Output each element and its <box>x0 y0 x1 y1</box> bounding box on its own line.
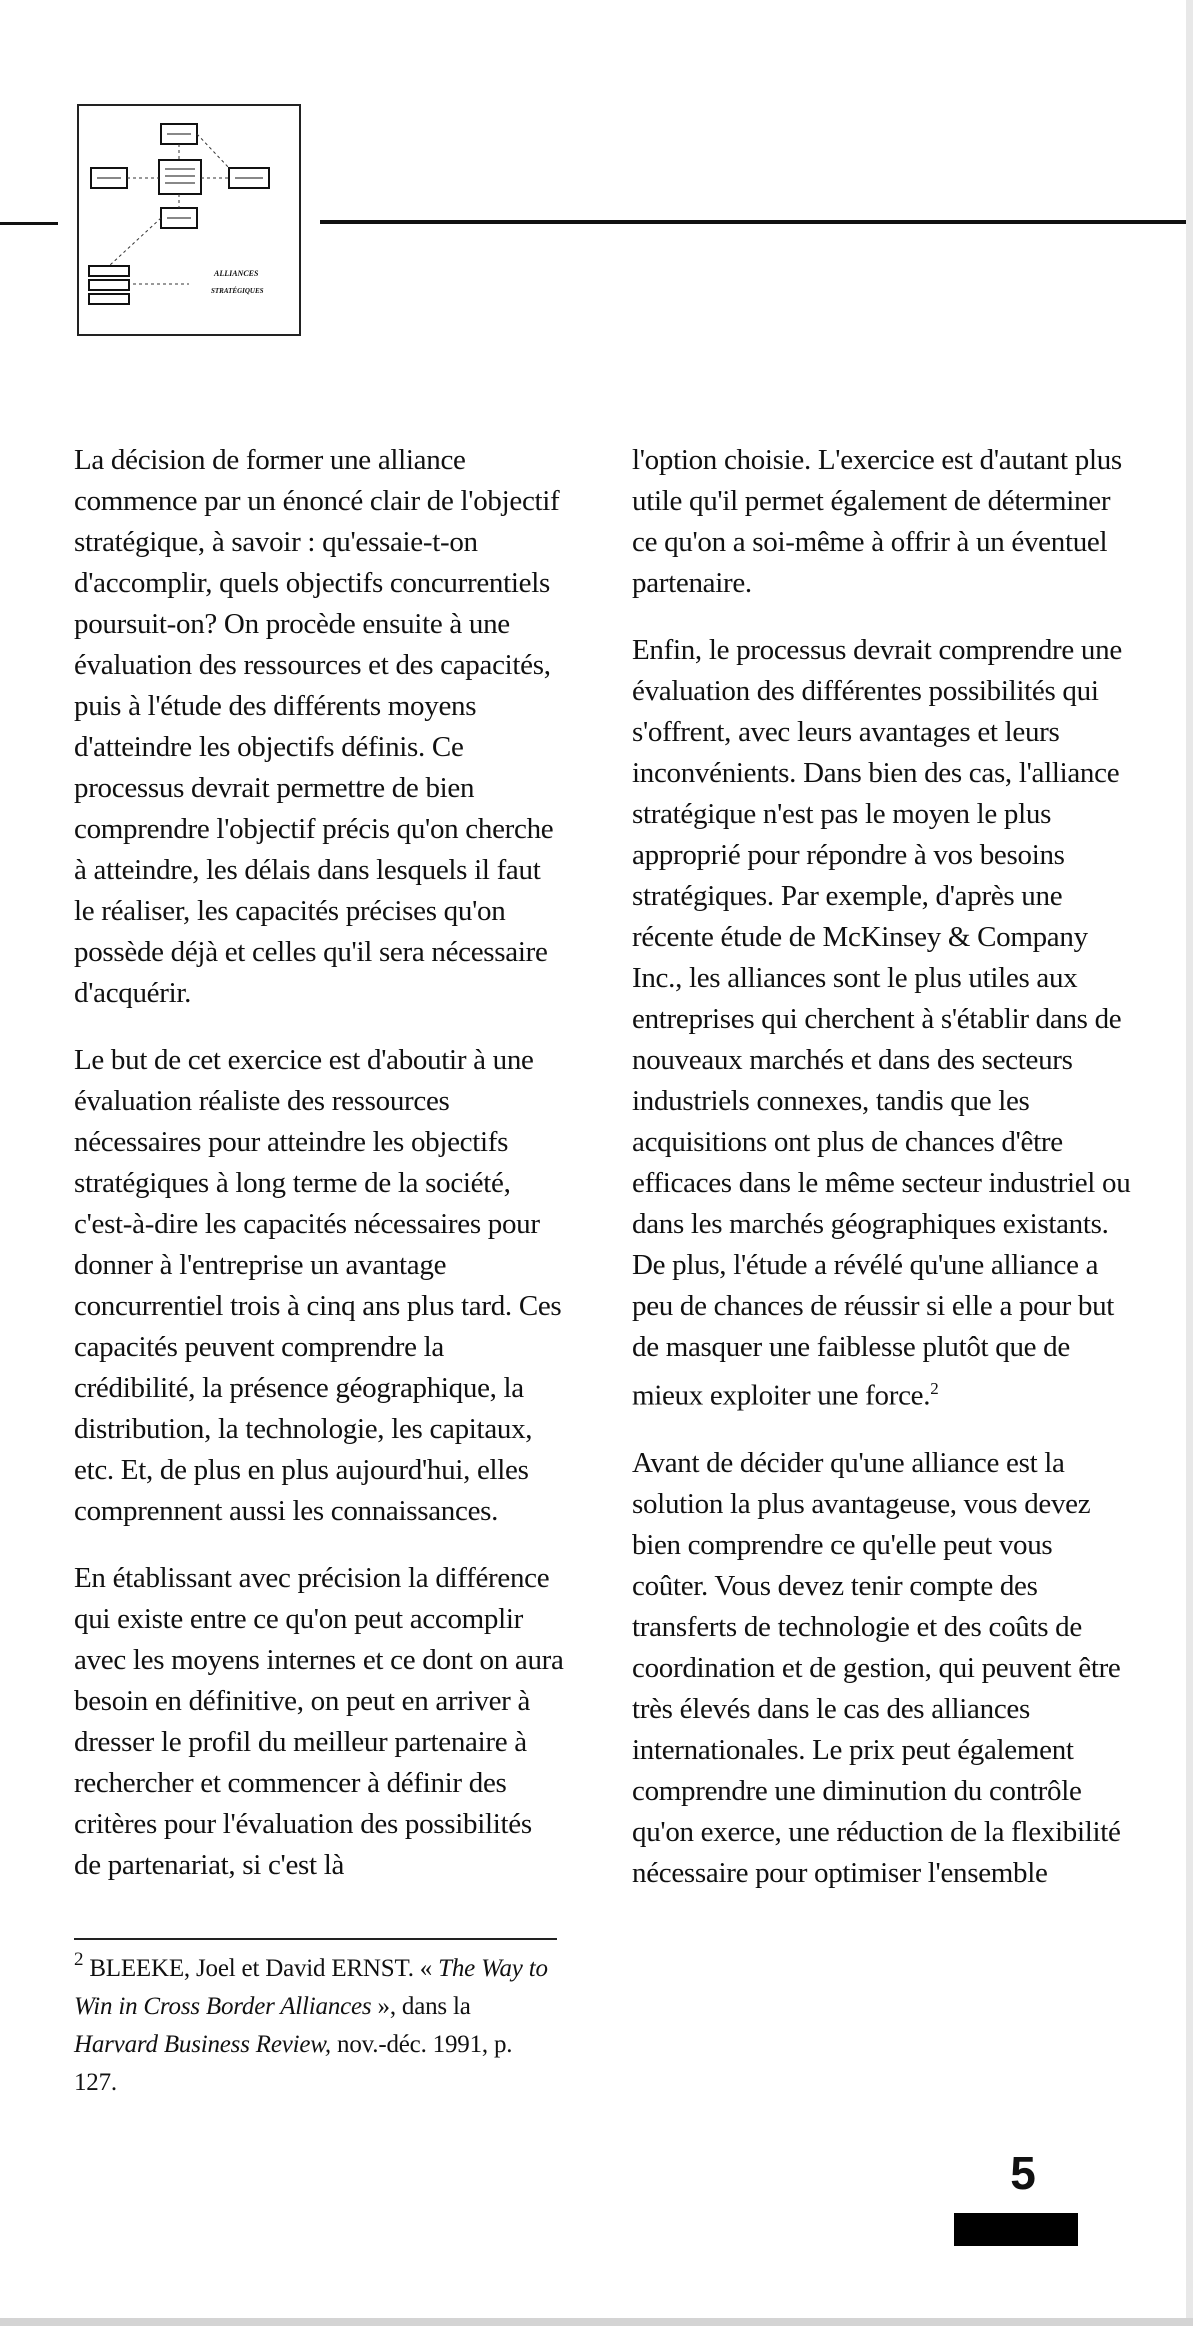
paragraph <box>632 630 1132 1417</box>
logo-title-line2: STRATÉGIQUES <box>211 287 264 295</box>
paragraph: l'option choisie. L'exercice est d'autant plus utile qu'il permet également de déterminer ce qu'on a soi-même à offrir à un éventuel partenaire. <box>632 444 1122 599</box>
header-rule-right <box>320 220 1193 224</box>
footnote-authors: BLEEKE, Joel et David ERNST. « <box>89 1955 433 1982</box>
footnote-details: nov.-déc. 1991, p. 127. <box>74 2031 513 2096</box>
paragraph: Avant de décider qu'une alliance est la solution la plus avantageuse, vous devez bien comprendre ce qu'elle peut vous coûter. Vous devez tenir compte des transferts de technologie et des coûts de coordination et de gestion, qui peuvent être très élevés dans le cas des alliances internationales. Le prix peut également comprendre une diminution du contrôle qu'on exerce, une réduction de la flexibilité nécessaire pour optimiser l'ensemble <box>632 1446 1121 1889</box>
alliance-diagram-icon <box>77 104 301 336</box>
left-column <box>74 440 564 1912</box>
logo-title-line1: ALLIANCES <box>214 269 259 278</box>
footnote-connector: », dans la <box>377 1993 471 2020</box>
scan-bottom-edge <box>0 2318 1193 2326</box>
header-rule-left <box>0 222 58 225</box>
footnote-divider <box>74 1938 557 1940</box>
paragraph: En établissant avec précision la différence qui existe entre ce qu'on peut accomplir avec les moyens internes et ce dont on aura besoin en définitive, on peut en arriver à dresser le profil du meilleur partenaire à rechercher et commencer à définir des critères pour l'évaluation des possibilités de partenariat, si c'est là <box>74 1562 564 1881</box>
footnote <box>74 1950 557 2102</box>
paragraph: La décision de former une alliance commence par un énoncé clair de l'objectif stratégique, à savoir : qu'essaie-t-on d'accomplir, quels objectifs concurrentiels poursuit-on? On procède ensuite à une évaluation des ressources et des capacités, puis à l'étude des différents moyens d'atteindre les objectifs définis. Ce processus devrait permettre de bien comprendre l'objectif précis qu'on cherche à atteindre, les délais dans lesquels il faut le réaliser, les capacités précises qu'on possède déjà et celles qu'il sera nécessaire d'acquérir. <box>74 444 560 1009</box>
paragraph: Le but de cet exercice est d'aboutir à une évaluation réaliste des ressources nécessaires pour atteindre les objectifs stratégiques à long terme de la société, c'est-à-dire les capacités nécessaires pour donner à l'entreprise un avantage concurrentiel trois à cinq ans plus tard. Ces capacités peuvent comprendre la crédibilité, la présence géographique, la distribution, la technologie, les capitaux, etc. Et, de plus en plus aujourd'hui, elles comprennent aussi les connaissances. <box>74 1044 562 1527</box>
footnote-reference: 2 <box>930 1379 939 1398</box>
footnote-journal: Harvard Business Review, <box>74 2031 331 2058</box>
paragraph-text: Enfin, le processus devrait comprendre une évaluation des différentes possibilités qui s'offrent, avec leurs avantages et leurs inconvénients. Dans bien des cas, l'alliance stratégique n'est pas le moyen le plus approprié pour répondre à vos besoins stratégiques. Par exemple, d'après une récente étude de McKinsey & Company Inc., les alliances sont le plus utiles aux entreprises qui cherchent à s'établir dans de nouveaux marchés et dans des secteurs industriels connexes, tandis que les acquisitions ont plus de chances d'être efficaces dans le même secteur industriel ou dans les marchés géographiques existants. De plus, l'étude a révélé qu'une alliance a peu de chances de réussir si elle a pour but de masquer une faiblesse plutôt que de mieux exploiter une force. <box>632 634 1131 1412</box>
footnote-number: 2 <box>74 1949 84 1970</box>
page-number-bar <box>954 2213 1078 2246</box>
page-number: 5 <box>1010 2147 1036 2199</box>
footnote-article-title: The Way to Win in Cross Border Alliances <box>74 1955 548 2020</box>
right-column <box>632 440 1132 1920</box>
scan-edge <box>1186 0 1193 2326</box>
logo-diagram <box>79 106 299 334</box>
